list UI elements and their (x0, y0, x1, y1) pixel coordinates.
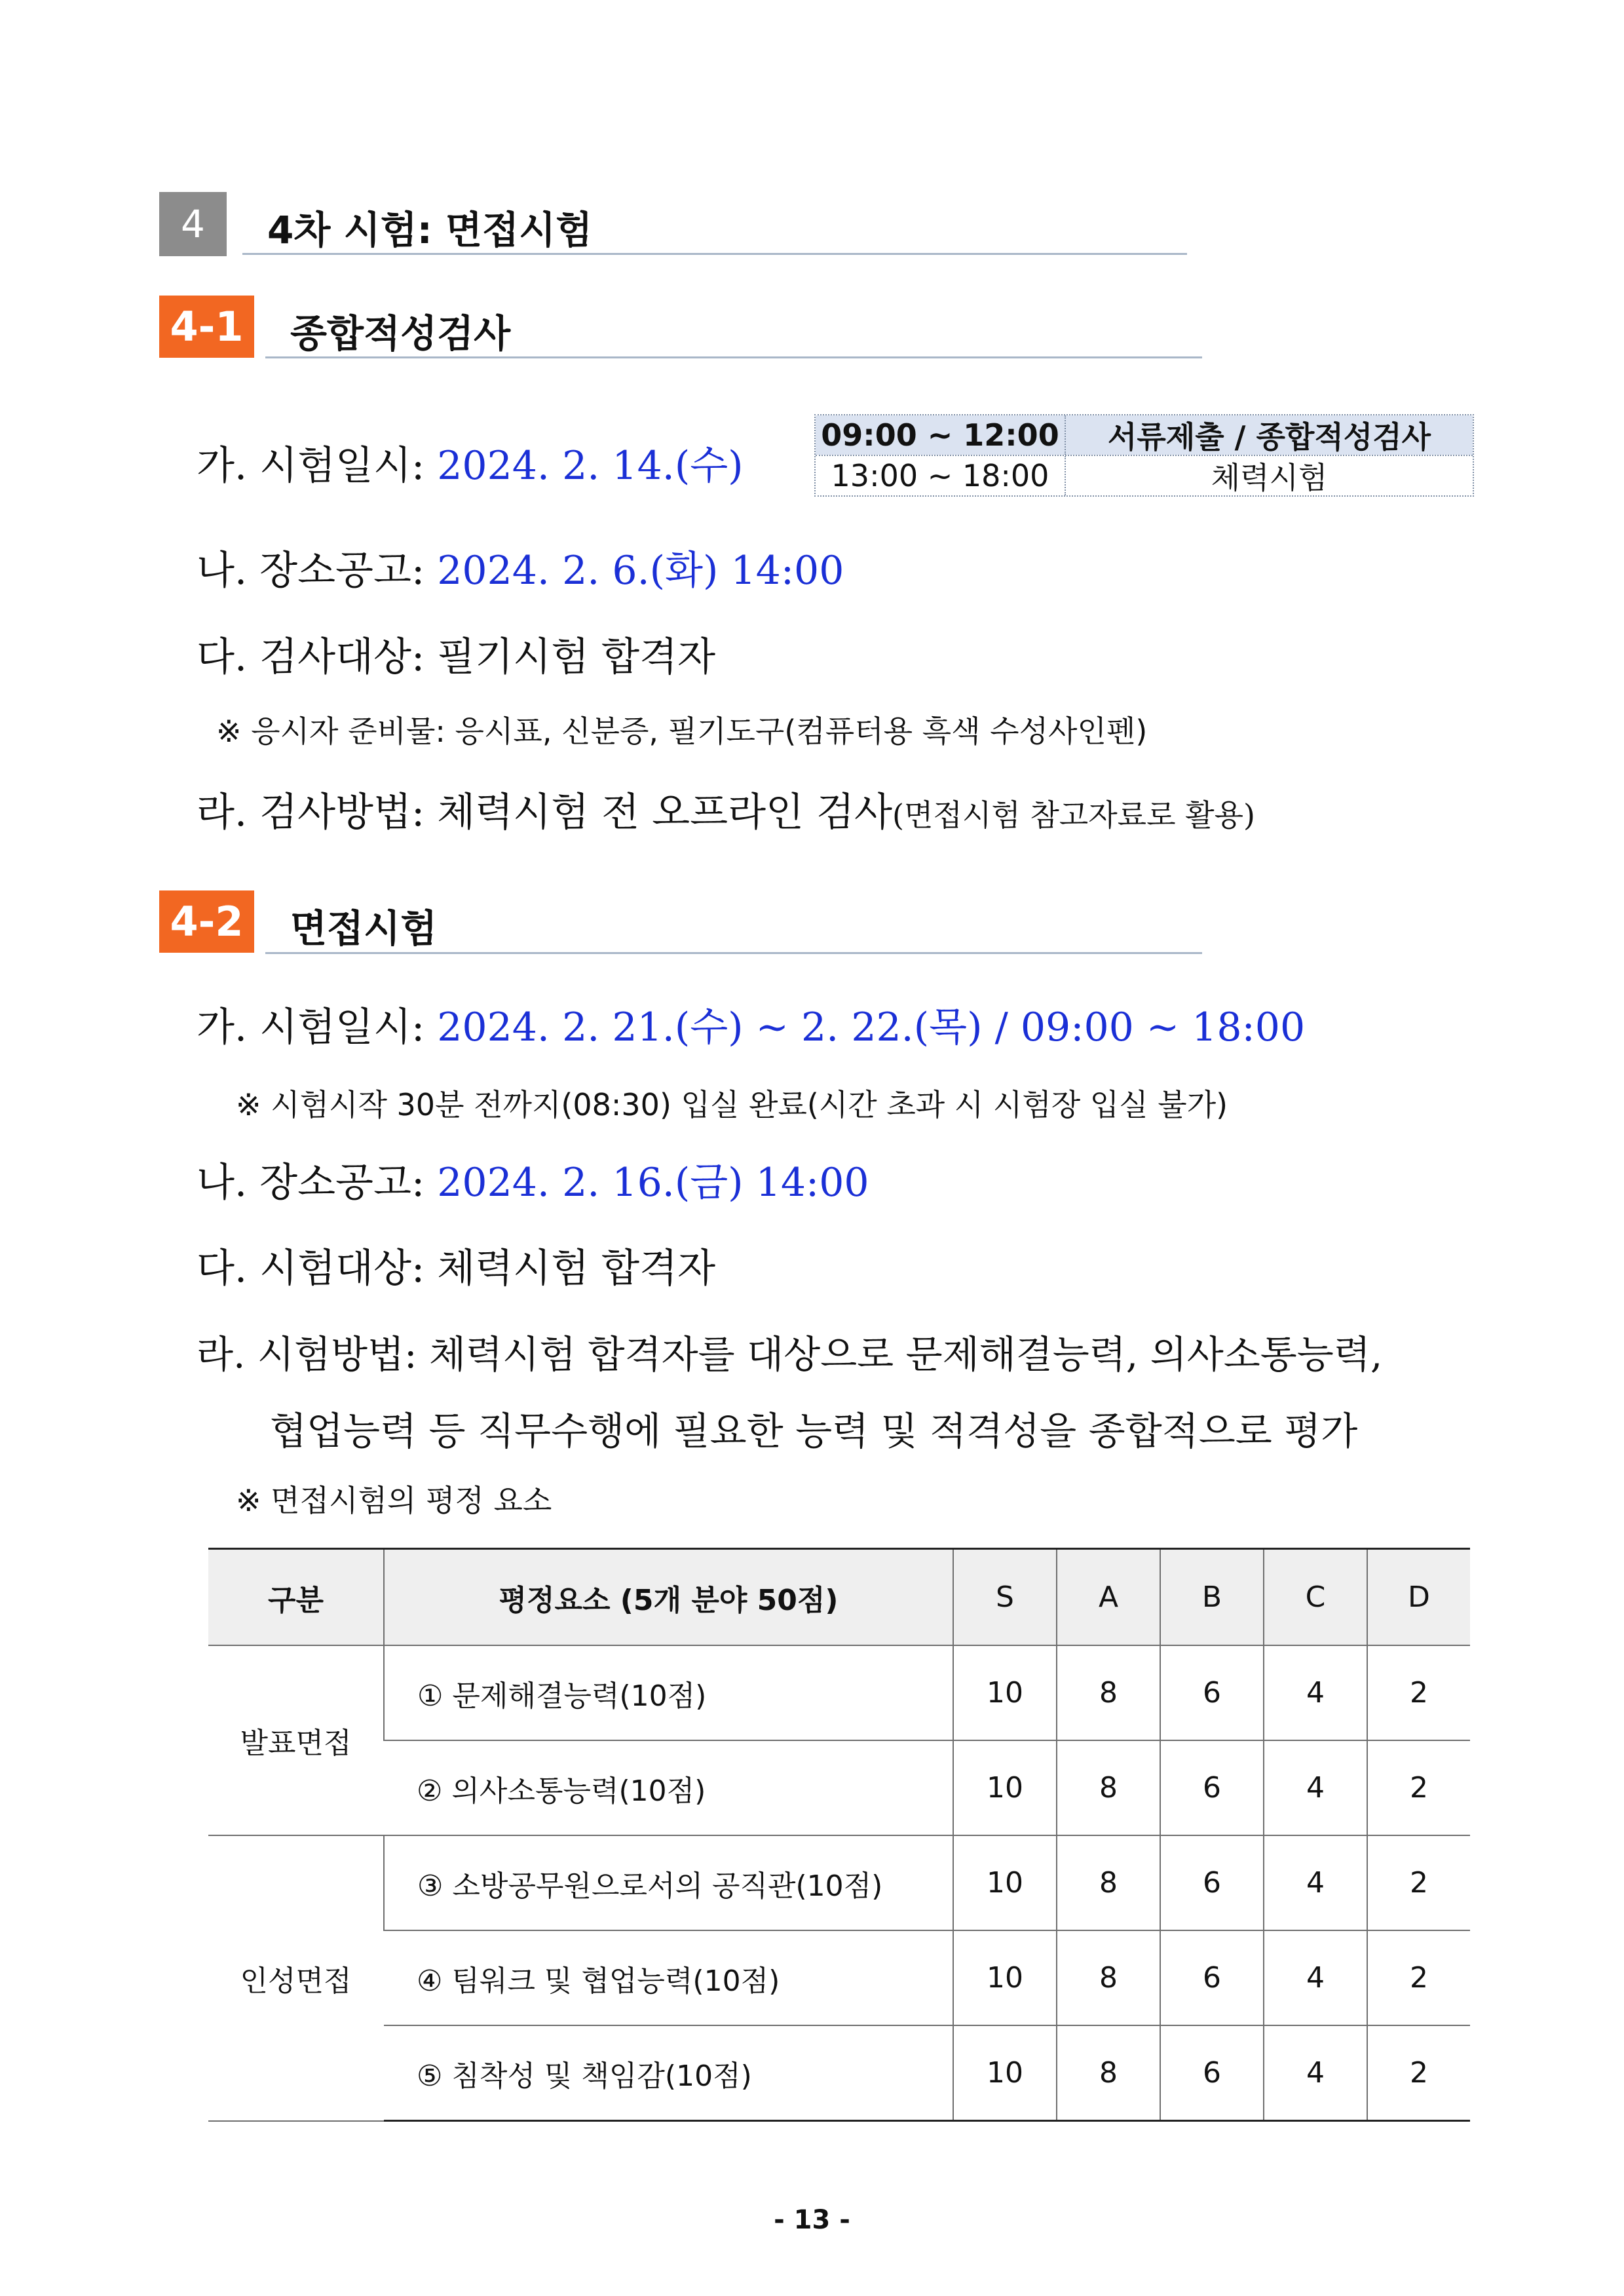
schedule-row (816, 455, 1473, 495)
item-41-d: 라. 검사방법: 체력시험 전 오프라인 검사(면접시험 참고자료로 활용) (197, 790, 1255, 835)
header-grade: D (1367, 1549, 1470, 1646)
criterion-cell: ② 의사소통능력(10점) (384, 1740, 953, 1835)
note-42-entry-time: ※ 시험시작 30분 전까지(08:30) 입실 완료(시간 초과 시 시험장 입실 불가) (236, 1087, 1228, 1122)
evaluation-table (208, 1548, 1470, 2122)
criterion-cell: ① 문제해결능력(10점) (384, 1645, 953, 1740)
item-41-a: 가. 시험일시: 2024. 2. 14.(수) (197, 443, 744, 489)
section-number-badge: 4 (159, 192, 227, 256)
item-42-b: 나. 장소공고: 2024. 2. 16.(금) 14:00 (197, 1160, 869, 1206)
table-row (208, 1740, 1470, 1835)
score-cell: 8 (1057, 1645, 1160, 1740)
score-cell: 2 (1367, 2025, 1470, 2121)
item-42-d-line2: 협업능력 등 직무수행에 필요한 능력 및 적격성을 종합적으로 평가 (270, 1409, 1358, 1453)
subsection-badge-4-1: 4-1 (159, 296, 254, 358)
header-category: 구분 (208, 1549, 384, 1646)
item-42-c: 다. 시험대상: 체력시험 합격자 (197, 1246, 716, 1292)
schedule-desc: 서류제출 / 종합적성검사 (1107, 419, 1431, 455)
criterion-cell: ④ 팀워크 및 협업능력(10점) (384, 1930, 953, 2025)
score-cell: 6 (1160, 2025, 1264, 2121)
table-row (208, 1835, 1470, 1930)
header-grade: S (953, 1549, 1057, 1646)
header-grade: C (1264, 1549, 1367, 1646)
score-cell: 10 (953, 1930, 1057, 2025)
group-name: 발표면접 (208, 1645, 384, 1835)
schedule-time: 09:00 ~ 12:00 (816, 415, 1066, 455)
score-cell: 8 (1057, 1835, 1160, 1930)
subsection-underline-4-2 (265, 952, 1202, 954)
score-cell: 4 (1264, 1835, 1367, 1930)
schedule-table (814, 414, 1474, 497)
schedule-desc: 체력시험 (1211, 460, 1328, 495)
subsection-badge-4-2: 4-2 (159, 890, 254, 953)
score-cell: 10 (953, 1835, 1057, 1930)
subsection-underline-4-1 (265, 356, 1202, 358)
item-41-c: 다. 검사대상: 필기시험 합격자 (197, 634, 716, 680)
score-cell: 2 (1367, 1740, 1470, 1835)
schedule-row (816, 415, 1473, 455)
score-cell: 6 (1160, 1740, 1264, 1835)
table-header-row (208, 1549, 1470, 1646)
subsection-title-4-2: 면접시험 (290, 906, 438, 951)
table-row (208, 2025, 1470, 2121)
score-cell: 8 (1057, 1930, 1160, 2025)
score-cell: 6 (1160, 1835, 1264, 1930)
item-41-b: 나. 장소공고: 2024. 2. 6.(화) 14:00 (197, 548, 844, 594)
score-cell: 8 (1057, 1740, 1160, 1835)
criterion-cell: ③ 소방공무원으로서의 공직관(10점) (384, 1835, 953, 1930)
score-cell: 10 (953, 1645, 1057, 1740)
group-name: 인성면접 (208, 1835, 384, 2121)
item-42-d-line1: 라. 시험방법: 체력시험 합격자를 대상으로 문제해결능력, 의사소통능력, (197, 1332, 1383, 1377)
note-42-criteria: ※ 면접시험의 평정 요소 (236, 1483, 552, 1518)
score-cell: 10 (953, 2025, 1057, 2121)
section-title: 4차 시험: 면접시험 (267, 208, 593, 252)
score-cell: 2 (1367, 1930, 1470, 2025)
schedule-time: 13:00 ~ 18:00 (816, 456, 1066, 495)
score-cell: 4 (1264, 1740, 1367, 1835)
page-number: - 13 - (774, 2205, 850, 2235)
header-criteria: 평정요소 (5개 분야 50점) (384, 1549, 953, 1646)
header-grade: A (1057, 1549, 1160, 1646)
score-cell: 2 (1367, 1645, 1470, 1740)
table-row (208, 1930, 1470, 2025)
criterion-cell: ⑤ 침착성 및 책임감(10점) (384, 2025, 953, 2121)
score-cell: 6 (1160, 1930, 1264, 2025)
score-cell: 6 (1160, 1645, 1264, 1740)
score-cell: 2 (1367, 1835, 1470, 1930)
table-row (208, 1645, 1470, 1740)
score-cell: 4 (1264, 1645, 1367, 1740)
score-cell: 10 (953, 1740, 1057, 1835)
section-underline (242, 253, 1187, 255)
item-42-a: 가. 시험일시: 2024. 2. 21.(수) ~ 2. 22.(목) / 09:00 ~ 18:00 (197, 1004, 1306, 1050)
score-cell: 4 (1264, 2025, 1367, 2121)
note-41-preparation: ※ 응시자 준비물: 응시표, 신분증, 필기도구(컴퓨터용 흑색 수성사인펜) (216, 714, 1148, 749)
score-cell: 8 (1057, 2025, 1160, 2121)
header-grade: B (1160, 1549, 1264, 1646)
score-cell: 4 (1264, 1930, 1367, 2025)
subsection-title-4-1: 종합적성검사 (290, 311, 511, 356)
